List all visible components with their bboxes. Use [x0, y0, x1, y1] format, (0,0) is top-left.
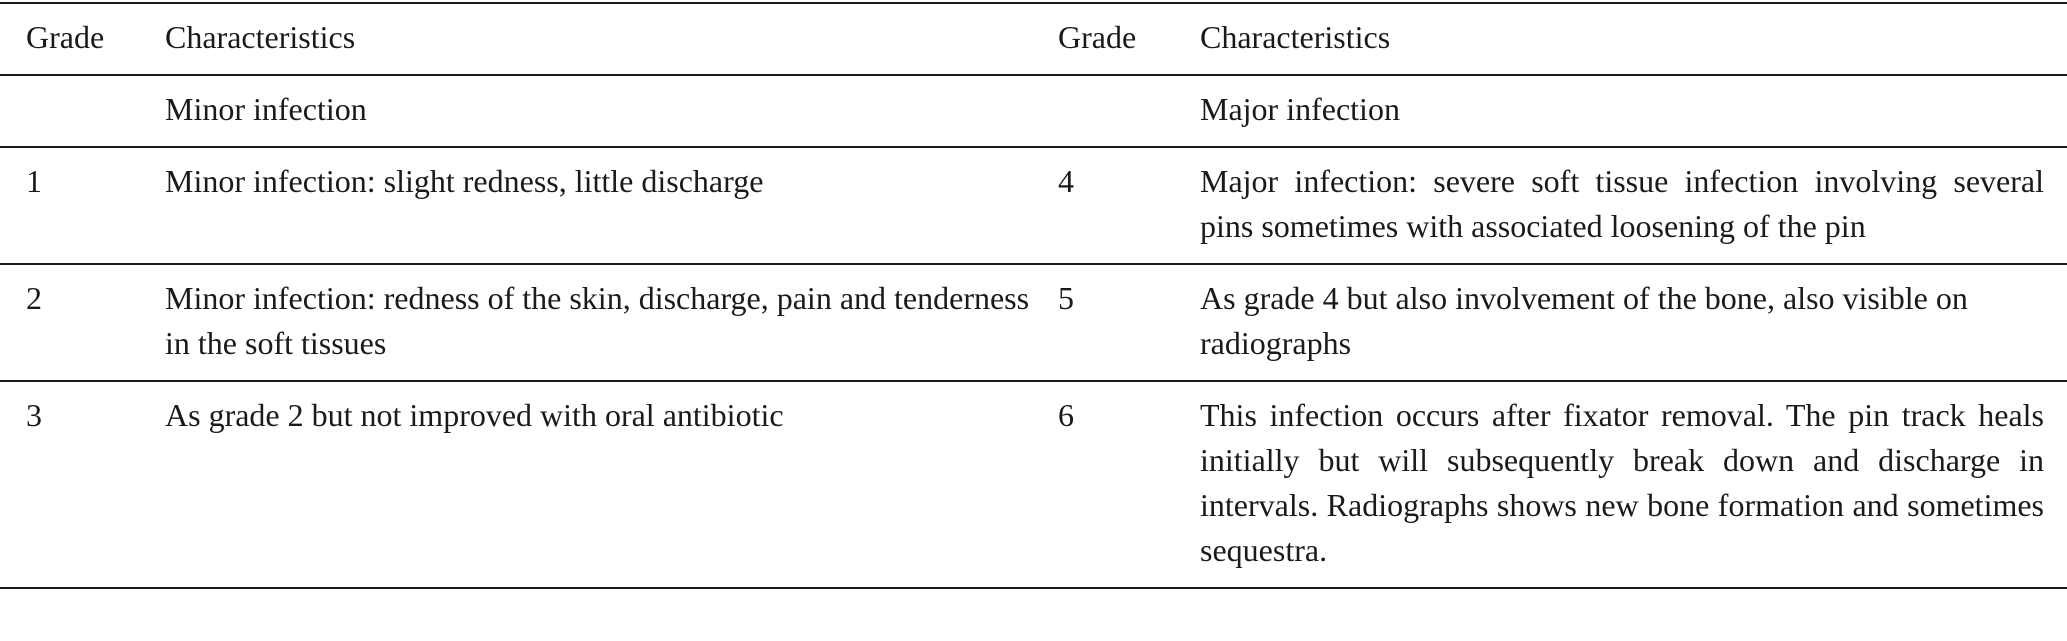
subheader-major-infection: Major infection	[1200, 91, 1400, 127]
header-characteristics-right: Characteristics	[1200, 19, 1391, 55]
characteristics-cell-right: Major infection: severe soft tissue infection involving several pins sometimes with associated loosening of the pin	[1200, 163, 2044, 244]
grade-cell-left: 1	[26, 163, 42, 199]
characteristics-cell-left: As grade 2 but not improved with oral antibiotic	[165, 397, 784, 433]
subheader-minor-infection: Minor infection	[165, 91, 367, 127]
pin-infection-grading-table	[0, 2, 2067, 589]
table-header-row	[0, 3, 2067, 75]
grade-cell-right: 5	[1058, 280, 1074, 316]
header-characteristics-left: Characteristics	[165, 19, 356, 55]
table-row	[0, 147, 2067, 264]
subheader-empty-right	[1058, 75, 1200, 147]
characteristics-cell-right: As grade 4 but also involvement of the bone, also visible on radiographs	[1200, 280, 1968, 361]
grade-cell-right: 6	[1058, 397, 1074, 433]
table-subheader-row	[0, 75, 2067, 147]
grade-cell-left: 3	[26, 397, 42, 433]
subheader-empty-left	[0, 75, 165, 147]
grade-cell-left: 2	[26, 280, 42, 316]
grade-cell-right: 4	[1058, 163, 1074, 199]
header-grade-right: Grade	[1058, 19, 1137, 55]
characteristics-cell-left: Minor infection: slight redness, little discharge	[165, 163, 764, 199]
table-row	[0, 264, 2067, 381]
header-grade-left: Grade	[26, 19, 105, 55]
table-row	[0, 381, 2067, 588]
characteristics-cell-right: This infection occurs after fixator removal. The pin track heals initially but will subsequently break down and discharge in intervals. Radiographs shows new bone formation and sometimes sequestra.	[1200, 397, 2044, 568]
characteristics-cell-left: Minor infection: redness of the skin, discharge, pain and tenderness in the soft tissues	[165, 280, 1030, 361]
